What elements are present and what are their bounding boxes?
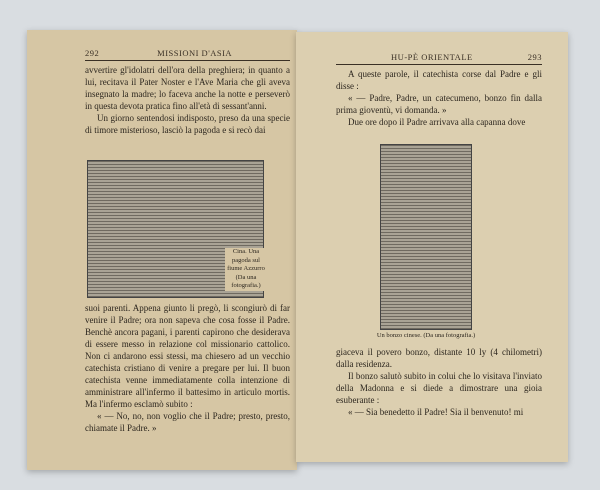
paragraph: A queste parole, il catechista corse dal Padre e gli disse : [336,69,542,91]
paragraph: suoi parenti. Appena giunto li pregò, li scongiurò di far venire il Padre; ora non sapeva che cosa fosse il Padre. Benchè ancora pagani, i parenti capirono che desiderava di essere messo in relazione col missionario cattolico. Non ci andarono essi stessi, ma chiesero ad un vecchio catechista cristiano di venire a pregare per lui. Il buon catechista venne immediatamente colla intenzione di amministrare all'infermo il battesimo in articulo mortis. Ma l'infermo esclamò subito : [85,303,290,409]
page-number: 293 [527,52,542,62]
left-header [85,48,290,61]
paragraph: « — Padre, Padre, un catecumeno, bonzo fin dalla prima gioventù, vi domanda. » [336,93,542,115]
paragraph: « — No, no, non voglio che il Padre; presto, presto, chiamate il Padre. » [85,411,290,433]
right-header [336,52,542,65]
page-number: 292 [85,48,100,58]
paragraph: Un giorno sentendosi indisposto, preso da una specie di timore misterioso, lasciò la pagoda e si recò dai [85,113,290,135]
illustration-caption: Cina. Una pagoda sul fiume Azzurro (Da una fotografia.) [225,248,267,291]
paragraph: « — Sia benedetto il Padre! Sia il benvenuto! mi [348,407,524,417]
right-text-top [336,68,542,128]
illustration-caption: Un bonzo cinese. (Da una fotografia.) [376,332,476,339]
paragraph: giaceva il povero bonzo, distante 10 ly (4 chilometri) dalla residenza. [336,347,542,369]
paragraph: Il bonzo salutò subito in colui che lo visitava l'inviato della Madonna e si diede a dimostrare una gioia esuberante : [336,371,542,405]
right-page [296,32,568,462]
running-head: HU-PÈ ORIENTALE [391,52,473,62]
paragraph: avvertire gl'idolatri dell'ora della preghiera; in quanto a lui, recitava il Pater Noster e l'Ave Maria che gli aveva insegnato la madre; lo faceva anche la notte e perseverò in questa devota pratica fino all'età di sessant'anni. [85,65,290,111]
running-head: MISSIONI D'ASIA [157,48,233,58]
left-page [27,30,297,470]
bonzo-illustration [380,144,472,330]
left-text-top [85,64,290,136]
paragraph: Due ore dopo il Padre arrivava alla capanna dove [348,117,526,127]
left-text-bottom [85,302,290,434]
right-text-bottom [336,346,542,418]
